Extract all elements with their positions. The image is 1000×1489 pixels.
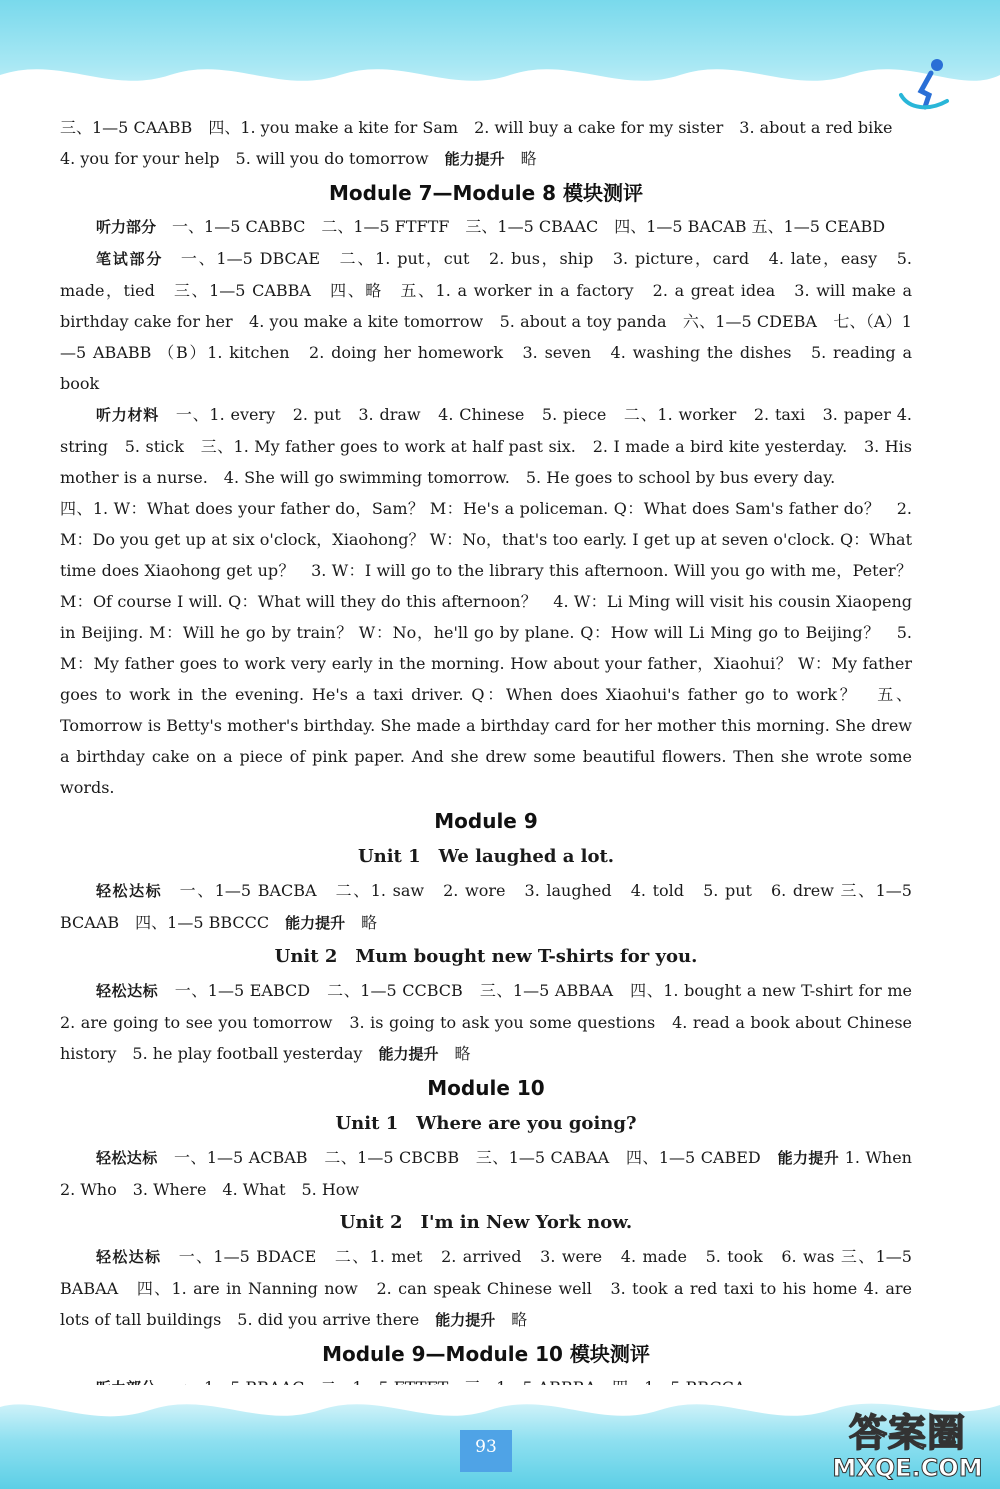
m9-unit1-answers (60, 875, 912, 939)
m78-dialogues: 四、1. W：What does your father do，Sam？ M：He's a policeman. Q：What does Sam's father do？ 2. M：Do you get up at six o'clock，Xiaohong？ W：No，that's too early. I get up at seven o'clock. Q：What time does Xiaohong get up？ 3. W：I will go to the library this afternoon. Will you go with me，Peter？ M：Of course I will. Q：What will they do this afternoon？ 4. W：Li Ming will visit his cousin Xiaopeng in Beijing. M：Will he go by train？ W：No，he'll go by plane. Q：How will Li Ming go to Beijing？ 5. M：My father goes to work very early in the morning. How about your father，Xiaohui？ W：My father goes to work in the evening. He's a taxi driver. Q：When does Xiaohui's father go to work？ 五、Tomorrow is Betty's mother's birthday. She made a birthday card for her mother this morning. She drew a birthday cake on a piece of pink paper. And she drew some beautiful flowers. Then she wrote some words. (60, 499, 912, 797)
m9-unit2-text: 一、1—5 EABCD 二、1—5 CCBCB 三、1—5 ABBAA 四、1. bought a new T-shirt for me 2. are going to see you tomorrow 3. is going to ask you some questions 4. read a book about Chinese history 5. he play football yesterday (60, 981, 928, 1063)
ability-text: 略 (438, 1044, 471, 1063)
easy-label: 轻松达标 (96, 1248, 162, 1266)
module-9-10-heading: Module 9—Module 10 模块测评 (322, 1342, 650, 1366)
header-wave (0, 50, 1000, 120)
ability-text: 略 (495, 1310, 528, 1329)
ability-label: 能力提升 (285, 914, 346, 932)
m10-unit1-answers (60, 1142, 928, 1205)
m9-unit1-title: Unit 1 We laughed a lot. (357, 846, 615, 867)
ability-text: 略 (504, 149, 537, 168)
module-7-8-heading: Module 7—Module 8 模块测评 (329, 181, 643, 205)
m78-material (60, 399, 912, 493)
skier-logo-icon (895, 55, 955, 115)
watermark-logo (820, 1402, 995, 1486)
ability-text: 1. When 2. Who 3. Where 4. What 5. How (60, 1148, 928, 1199)
easy-label: 轻松达标 (96, 1149, 158, 1167)
answers-top-line1: 三、1—5 CAABB 四、1. you make a kite for Sam 2. will buy a cake for my sister 3. about a red bike (60, 118, 893, 137)
answer-content (60, 112, 928, 1404)
listening-answers: 一、1—5 CABBC 二、1—5 FTFTF 三、1—5 CBAAC 四、1—5 BACAB 五、1—5 CEABD (156, 217, 886, 236)
material-label: 听力材料 (96, 406, 160, 424)
module-9-heading: Module 9 (434, 809, 538, 833)
listening-label: 听力部分 (96, 218, 157, 236)
m9-unit1-text: 一、1—5 BACBA 二、1. saw 2. wore 3. laughed 4. told 5. put 6. drew 三、1—5 BCAAB 四、1—5 BBCCC (60, 881, 912, 932)
module-10-heading: Module 10 (427, 1076, 545, 1100)
m10-unit2-text: 一、1—5 BDACE 二、1. met 2. arrived 3. were 4. made 5. took 6. was 三、1—5 BABAA 四、1. are in Nanning now 2. can speak Chinese well 3. took a red taxi to his home 4. are lots of tall buildings 5. did you arrive there (60, 1247, 912, 1329)
easy-label: 轻松达标 (96, 982, 159, 1000)
written-label: 笔试部分 (96, 250, 164, 268)
material-text: 一、1. every 2. put 3. draw 4. Chinese 5. piece 二、1. worker 2. taxi 3. paper 4. string 5. stick 三、1. My father goes to work at half past six. 2. I made a bird kite yesterday. 3. His mother is a nurse. 4. She will go swimming tomorrow. 5. He goes to school by bus every day. (60, 405, 912, 487)
m10-unit1-title: Unit 1 Where are you going? (335, 1113, 637, 1134)
written-answers: 一、1—5 DBCAE 二、1. put，cut 2. bus，ship 3. picture，card 4. late，easy 5. made，tied 三、1—5 CABBA 四、略 五、1. a worker in a factory 2. a great idea 3. will make a birthday cake for her 4. you make a kite tomorrow 5. about a toy panda 六、1—5 CDEBA 七、（A）1—5 ABABB （B）1. kitchen 2. doing her homework 3. seven 4. washing the dishes 5. reading a book (60, 249, 912, 393)
m10-unit1-text: 一、1—5 ACBAB 二、1—5 CBCBB 三、1—5 CABAA 四、1—5 CABED (157, 1148, 778, 1167)
answers-top-line2: 4. you for your help 5. will you do tomorrow (60, 149, 445, 168)
m9-unit2-answers (60, 975, 928, 1070)
watermark-title: 答案圈 (848, 1411, 966, 1455)
watermark-url: MXQE.COM (832, 1454, 983, 1482)
m10-unit2-answers (60, 1241, 912, 1336)
m78-listening (60, 211, 912, 243)
ability-label: 能力提升 (777, 1149, 840, 1167)
m9-unit2-title: Unit 2 Mum bought new T-shirts for you. (274, 946, 698, 967)
ability-label: 能力提升 (444, 150, 505, 168)
page-number: 93 (460, 1430, 512, 1472)
ability-label: 能力提升 (378, 1045, 439, 1063)
ability-label: 能力提升 (435, 1311, 496, 1329)
easy-label: 轻松达标 (96, 882, 163, 900)
m10-unit2-title: Unit 2 I'm in New York now. (339, 1212, 633, 1233)
ability-text: 略 (345, 913, 378, 932)
m78-written (60, 243, 912, 399)
answers-top (60, 112, 912, 175)
